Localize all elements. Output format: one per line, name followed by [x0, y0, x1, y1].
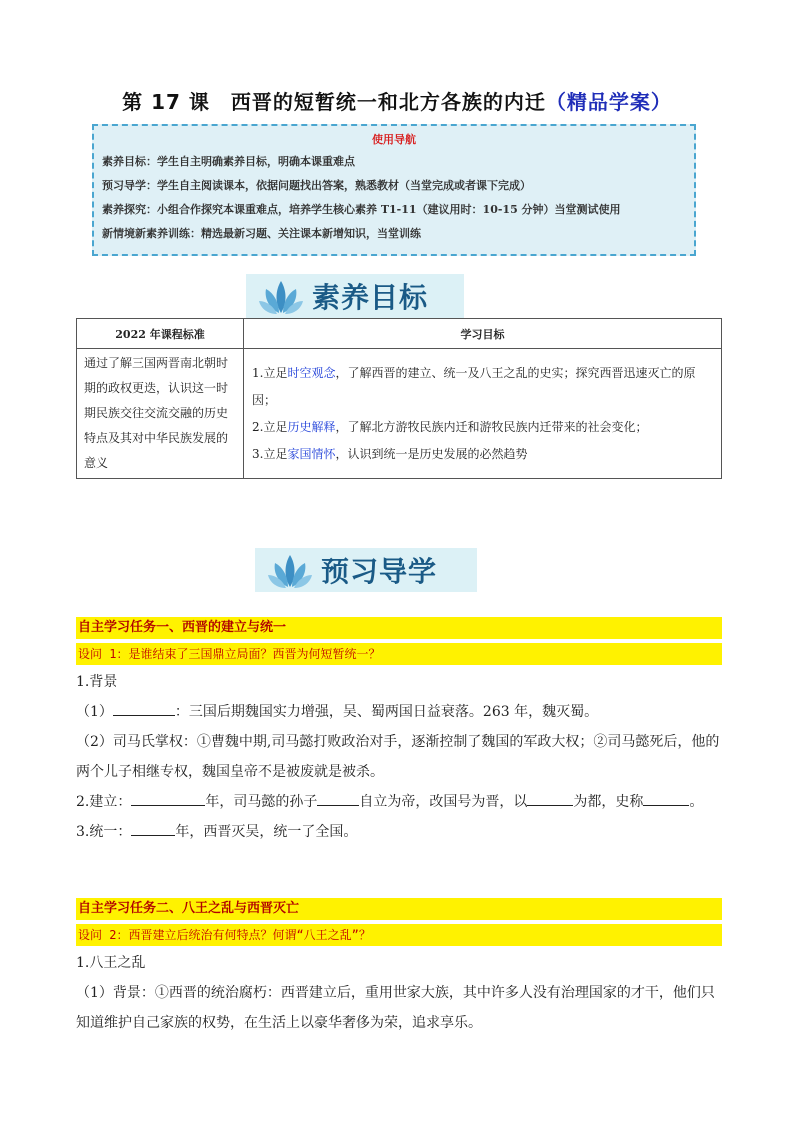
title-accent: （精品学案）: [545, 90, 672, 114]
usage-guide-box: [92, 124, 696, 256]
banner-literacy-goals: [246, 274, 464, 318]
task1-title: 自主学习任务一、西晋的建立与统一: [76, 617, 722, 639]
fill-blank[interactable]: [317, 789, 359, 806]
page-title: [0, 86, 794, 115]
task2-question: 设问 2：西晋建立后统治有何特点？何谓“八王之乱”？: [76, 924, 722, 946]
guide-line: 新情境新素养训练：精选最新习题、关注课本新增知识，当堂训练: [102, 227, 421, 240]
goals-table: [76, 318, 722, 479]
banner-text: 预习导学: [321, 555, 438, 588]
task2-title: 自主学习任务二、八王之乱与西晋灭亡: [76, 898, 722, 920]
text-line: 1.背景: [76, 674, 118, 690]
fill-blank[interactable]: [643, 789, 689, 806]
banner-preview-guide: [255, 548, 477, 592]
fill-blank[interactable]: [131, 819, 175, 836]
guide-line: 预习导学：学生自主阅读课本，依据问题找出答案，熟悉教材（当堂完成或者课下完成）: [102, 179, 531, 192]
text-line: （1）背景：①西晋的统治腐朽：西晋建立后，重用世家大族，其中许多人没有治理国家的才干，他们只知道维护自己家族的权势，在生活上以豪华奢侈为荣，追求享乐。: [76, 985, 715, 1031]
objective-3: 3.立足家国情怀，认识到统一是历史发展的必然趋势: [252, 446, 528, 461]
text-line: 2.建立： 年，司马懿的孙子 自立为帝，改国号为晋，以 为都，史称 。: [76, 787, 722, 817]
table-header-objectives: 学习目标: [244, 319, 722, 349]
banner-text: 素养目标: [312, 281, 429, 314]
title-main: 第 17 课 西晋的短暂统一和北方各族的内迁: [122, 90, 546, 114]
guide-title: 使用导航: [372, 133, 416, 146]
task2-section: [76, 898, 722, 1038]
task1-section: [76, 617, 722, 847]
curriculum-standard-cell: 通过了解三国两晋南北朝时期的政权更迭，认识这一时期民族交往交流交融的历史特点及其对中华民族发展的意义: [77, 349, 244, 479]
objective-1: 1.立足时空观念，了解西晋的建立、统一及八王之乱的史实；探究西晋迅速灭亡的原因；: [252, 365, 696, 407]
text-line: （2）司马氏掌权：①曹魏中期,司马懿打败政治对手，逐渐控制了魏国的军政大权；②司马懿死后，他的两个儿子相继专权，魏国皇帝不是被废就是被杀。: [76, 734, 720, 780]
table-row: [77, 349, 722, 479]
text-line: （1） ：三国后期魏国实力增强，吴、蜀两国日益衰落。263 年，魏灭蜀。: [76, 697, 722, 727]
lotus-icon: [267, 551, 313, 589]
text-line: 3.统一： 年，西晋灭吴，统一了全国。: [76, 817, 722, 847]
lotus-icon: [258, 277, 304, 315]
table-header-standard: 2022 年课程标准: [77, 319, 244, 349]
text-line: 1.八王之乱: [76, 955, 146, 971]
fill-blank[interactable]: [113, 699, 175, 716]
objectives-cell: [244, 349, 722, 479]
guide-line: 素养目标：学生自主明确素养目标，明确本课重难点: [102, 155, 355, 168]
guide-line: 素养探究：小组合作探究本课重难点，培养学生核心素养 T1-11（建议用时：10-15 分钟）当堂测试使用: [102, 203, 621, 216]
fill-blank[interactable]: [527, 789, 573, 806]
fill-blank[interactable]: [131, 789, 205, 806]
task1-question: 设问 1：是谁结束了三国鼎立局面？西晋为何短暂统一？: [76, 643, 722, 665]
objective-2: 2.立足历史解释，了解北方游牧民族内迁和游牧民族内迁带来的社会变化；: [252, 419, 648, 434]
